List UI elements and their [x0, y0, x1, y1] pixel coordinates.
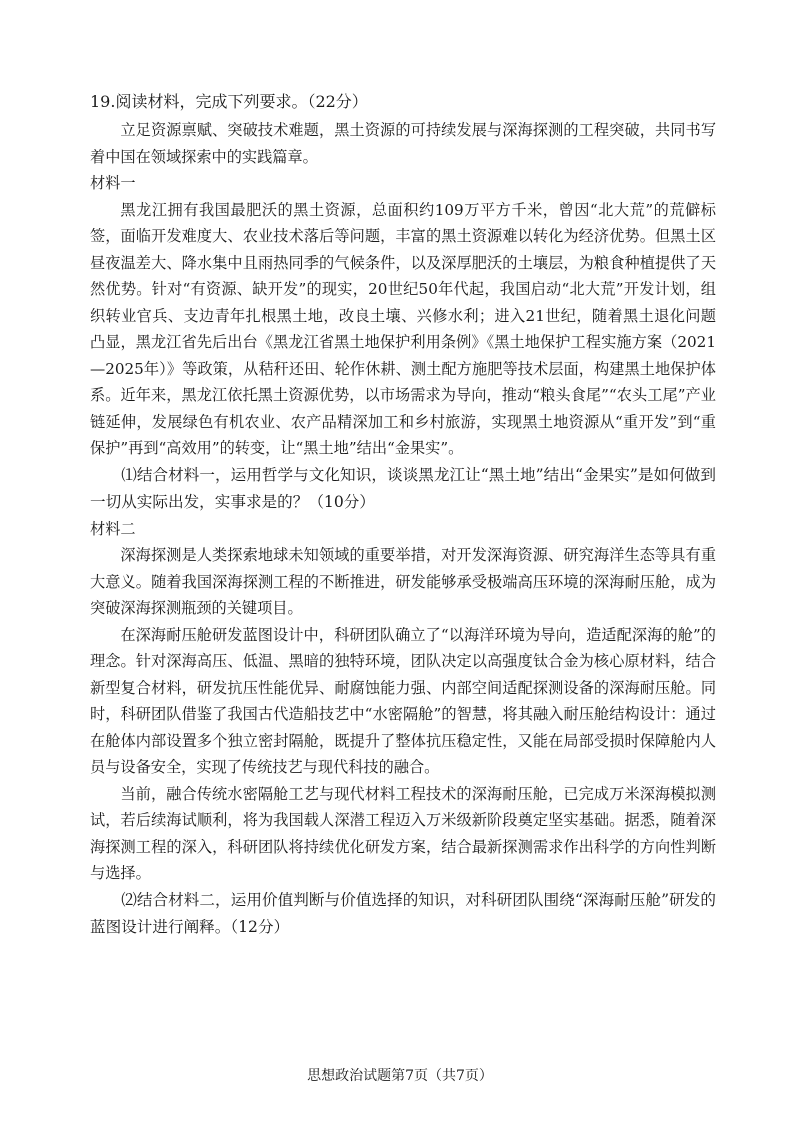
page-footer: 思想政治试题第7页（共7页）	[307, 1068, 493, 1084]
material1-paragraph: 黑龙江拥有我国最肥沃的黑土资源，总面积约109万平方千米，曾因“北大荒”的荒僻标签，面临开发难度大、农业技术落后等问题，丰富的黑土资源难以转化为经济优势。但黑土区昼夜温差大、降水集中且雨热同季的气候条件，以及深厚肥沃的土壤层，为粮食种植提供了天然优势。针对“有资源、缺开发”的现实，20世纪50年代起，我国启动“北大荒”开发计划，组织转业官兵、支边青年扎根黑土地，改良土壤、兴修水利；进入21世纪，随着黑土退化问题凸显，黑龙江省先后出台《黑龙江省黑土地保护利用条例》《黑土地保护工程实施方案（2021—2025年）》等政策，从秸秆还田、轮作休耕、测土配方施肥等技术层面，构建黑土地保护体系。近年来，黑龙江依托黑土资源优势，以市场需求为导向，推动“粮头食尾”“农头工尾”产业链延伸，发展绿色有机农业、农产品精深加工和乡村旅游，实现黑土地资源从“重开发”到“重保护”再到“高效用”的转变，让“黑土地”结出“金果实”。	[90, 200, 716, 457]
material2-paragraph-2: 在深海耐压舱研发蓝图设计中，科研团队确立了“以海洋环境为导向，造适配深海的舱”的理念。针对深海高压、低温、黑暗的独特环境，团队决定以高强度钛合金为核心原材料，结合新型复合材料，研发抗压性能优异、耐腐蚀能力强、内部空间适配探测设备的深海耐压舱。同时，科研团队借鉴了我国古代造船技艺中“水密隔舱”的智慧，将其融入耐压舱结构设计：通过在舱体内部设置多个独立密封隔舱，既提升了整体抗压稳定性，又能在局部受损时保障舱内人员与设备安全，实现了传统技艺与现代科技的融合。	[90, 625, 716, 776]
material2-paragraph-1: 深海探测是人类探索地球未知领域的重要举措，对开发深海资源、研究海洋生态等具有重大意义。随着我国深海探测工程的不断推进，研发能够承受极端高压环境的深海耐压舱，成为突破深海探测瓶颈的关键项目。	[90, 546, 716, 617]
material2-paragraph-3: 当前，融合传统水密隔舱工艺与现代材料工程技术的深海耐压舱，已完成万米深海模拟测试，若后续海试顺利，将为我国载人深潜工程迈入万米级新阶段奠定坚实基础。据悉，随着深海探测工程的深入，科研团队将持续优化研发方案，结合最新探测需求作出科学的方向性判断与选择。	[90, 784, 716, 882]
sub-question-2: ⑵结合材料二，运用价值判断与价值选择的知识，对科研团队围绕“深海耐压舱”研发的蓝图设计进行阐释。（12分）	[90, 890, 716, 936]
material1-label: 材料一	[90, 174, 136, 192]
question-title: 19.阅读材料，完成下列要求。（22分）	[90, 92, 368, 111]
sub-question-1: ⑴结合材料一，运用哲学与文化知识，谈谈黑龙江让“黑土地”结出“金果实”是如何做到一切从实际出发，实事求是的？（10分）	[90, 465, 716, 511]
material2-label: 材料二	[90, 519, 136, 538]
question-intro: 立足资源禀赋、突破技术难题，黑土资源的可持续发展与深海探测的工程突破，共同书写着中国在领域探索中的实践篇章。	[90, 121, 716, 166]
